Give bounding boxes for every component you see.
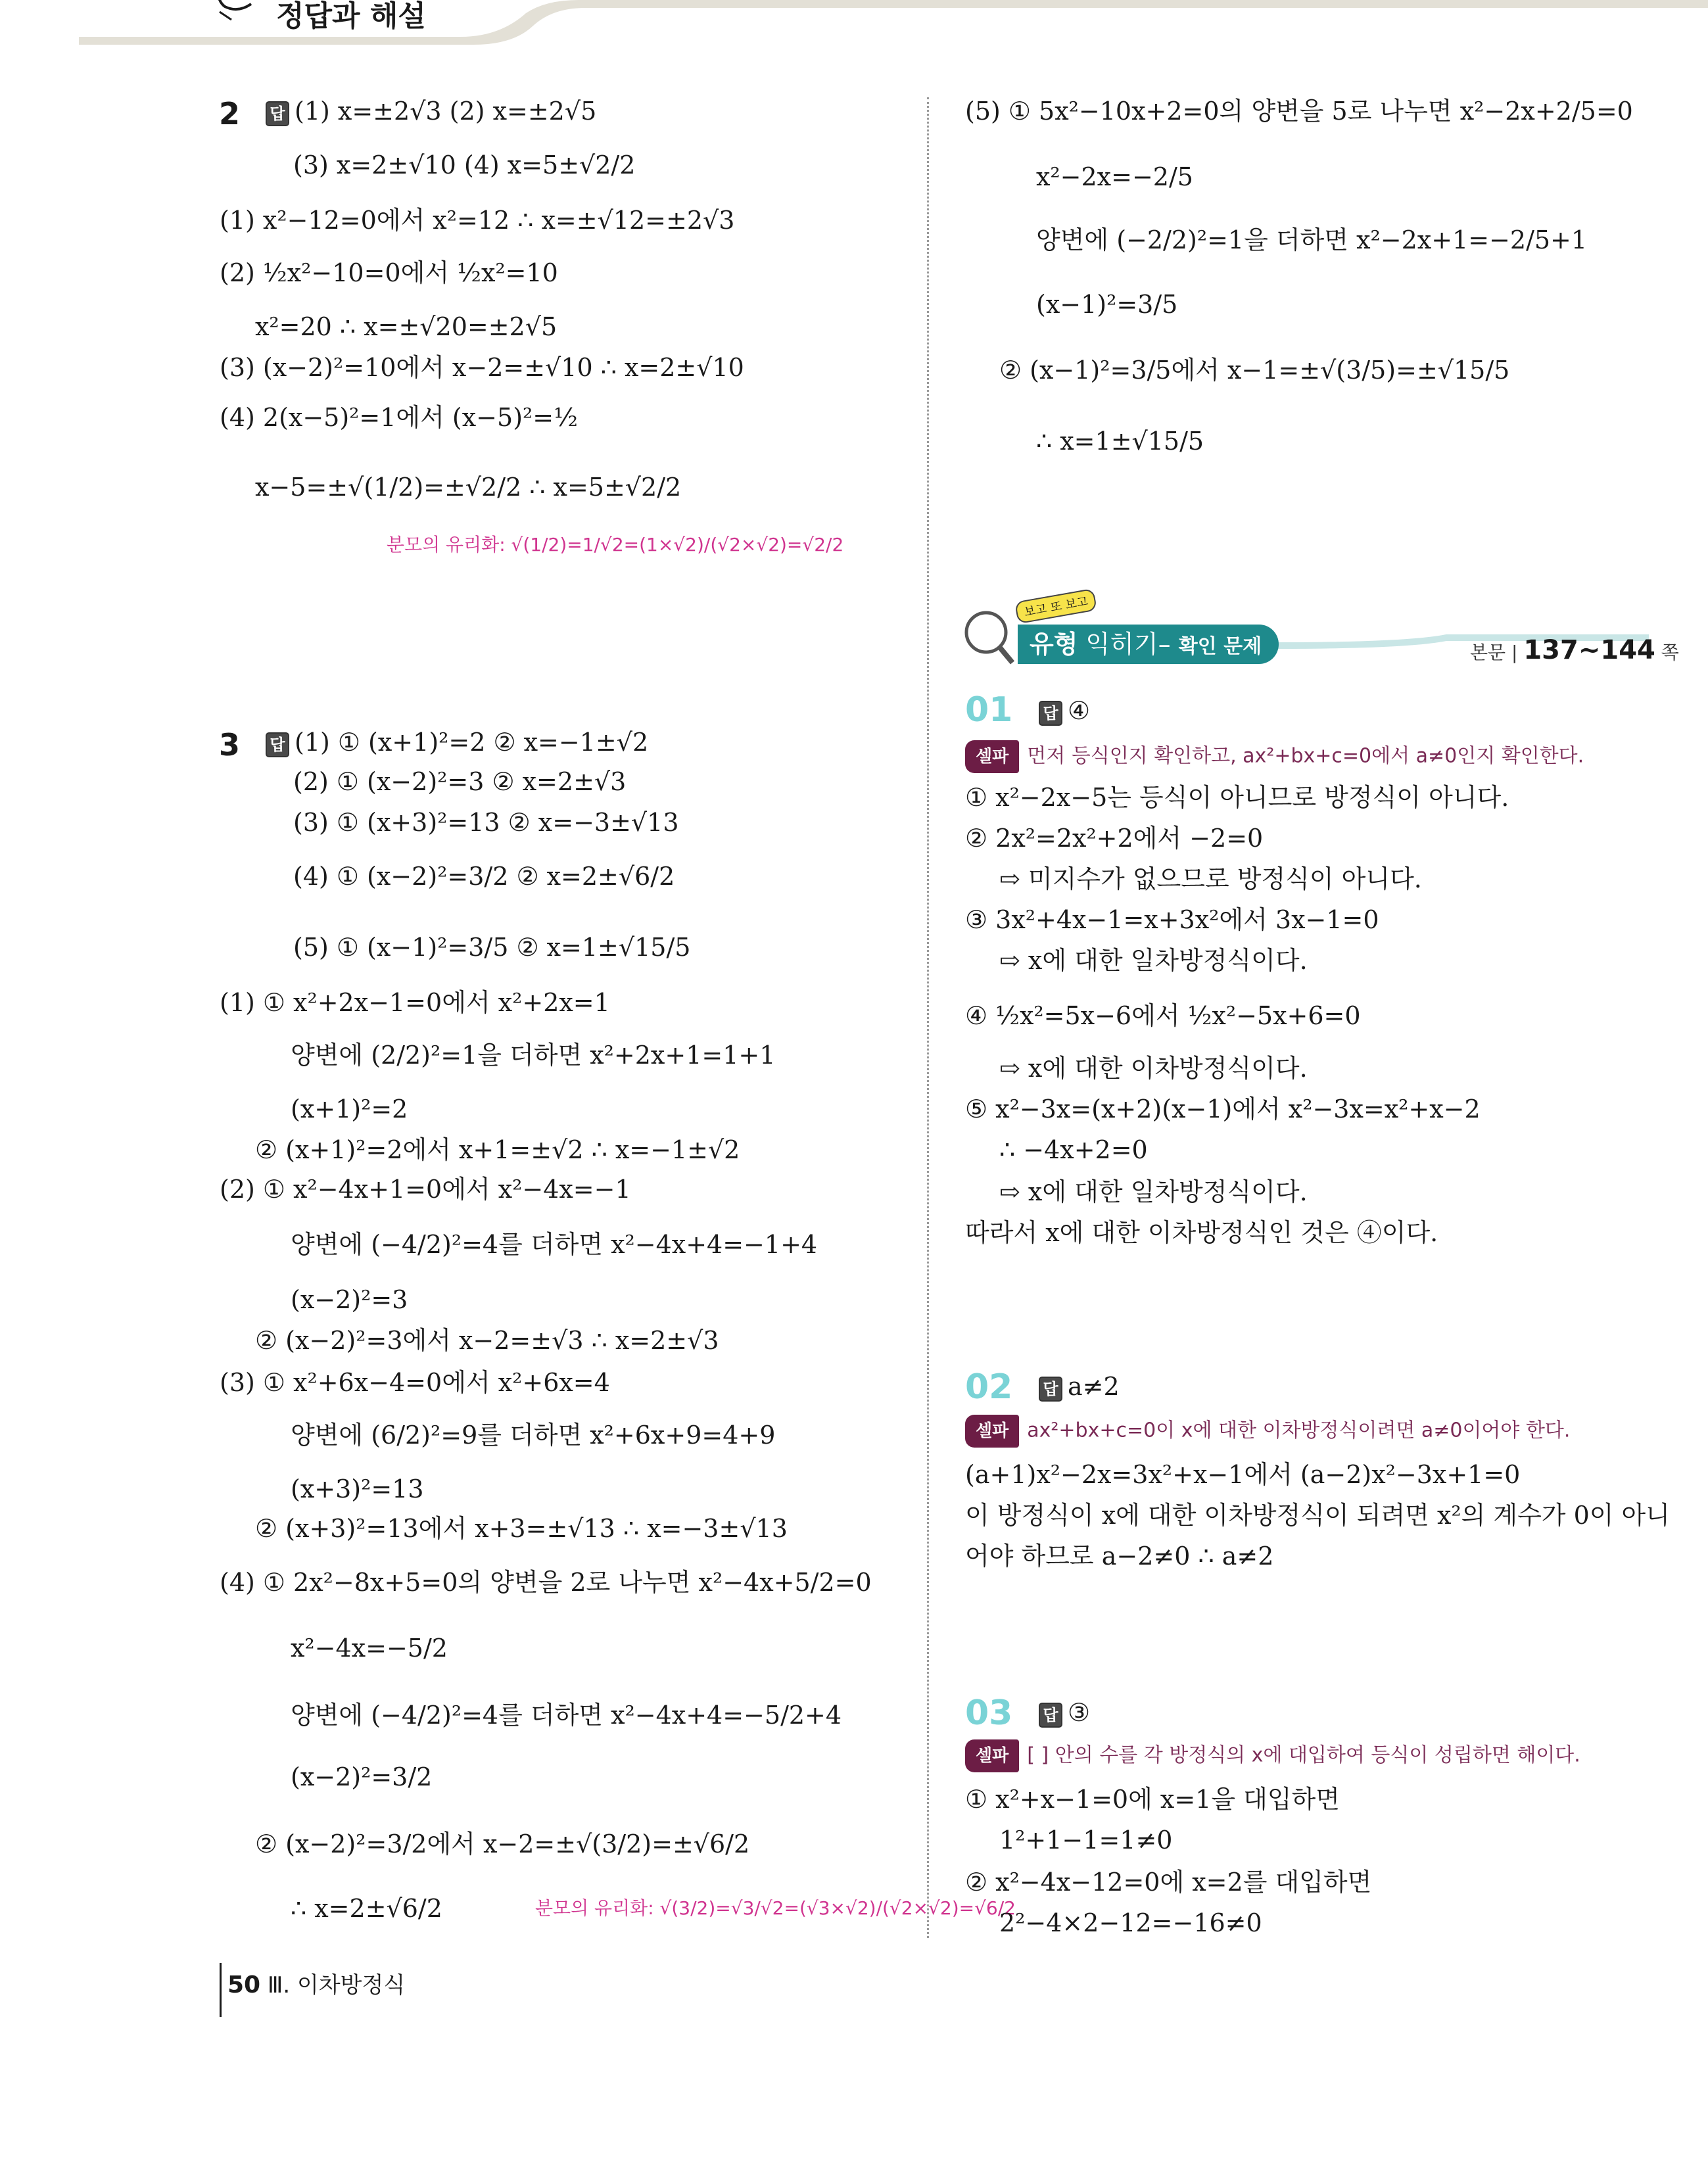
- solution-line: (x−2)²=3/2: [291, 1762, 433, 1791]
- conclusion-line: 따라서 x에 대한 이차방정식인 것은 ④이다.: [965, 1218, 1438, 1247]
- problem-number: 2: [219, 96, 241, 131]
- section-title: [1018, 625, 1279, 664]
- solution-line: ① x²+x−1=0에 x=1을 대입하면: [965, 1785, 1340, 1814]
- answer-badge: 답: [266, 732, 289, 757]
- solution-line: ② (x+1)²=2에서 x+1=±√2 ∴ x=−1±√2: [255, 1135, 740, 1164]
- solution-line: ② (x−1)²=3/5에서 x−1=±√(3/5)=±√15/5: [999, 356, 1510, 385]
- solution-line: ⑤ x²−3x=(x+2)(x−1)에서 x²−3x=x²+x−2: [965, 1095, 1481, 1123]
- solution-line: 이 방정식이 x에 대한 이차방정식이 되려면 x²의 계수가 0이 아니: [965, 1501, 1670, 1530]
- page-footer: [227, 1967, 405, 1999]
- solution-line: ③ 3x²+4x−1=x+3x²에서 3x−1=0: [965, 905, 1379, 934]
- answer-key-icon: [212, 0, 259, 21]
- solution-line: 2²−4×2−12=−16≠0: [999, 1908, 1262, 1937]
- tip-line: [965, 1738, 1580, 1772]
- solution-line: (x−2)²=3: [291, 1285, 408, 1314]
- question-number: 02: [965, 1367, 1013, 1407]
- rationalize-note: 분모의 유리화: √(1/2)=1/√2=(1×√2)/(√2×√2)=√2/2: [387, 534, 844, 555]
- solution-line: ② (x+3)²=13에서 x+3=±√13 ∴ x=−3±√13: [255, 1514, 788, 1543]
- solution-line: ② (x−2)²=3에서 x−2=±√3 ∴ x=2±√3: [255, 1326, 719, 1355]
- tip-line: [965, 1413, 1570, 1448]
- answer-line: (3) x=2±√10 (4) x=5±√2/2: [293, 151, 636, 179]
- problem-number: 3: [219, 727, 241, 763]
- solution-line: (1) ① x²+2x−1=0에서 x²+2x=1: [220, 988, 610, 1017]
- solution-line: 양변에 (−4/2)²=4를 더하면 x²−4x+4=−1+4: [291, 1230, 818, 1259]
- section-tag: 보고 또 보고: [1014, 588, 1097, 625]
- solution-line: ∴ x=2±√6/2: [291, 1894, 442, 1923]
- section-title-tail: 확인 문제: [1178, 635, 1262, 658]
- solution-line: (1) x²−12=0에서 x²=12 ∴ x=±√12=±2√3: [220, 206, 735, 235]
- solution-line: ⇨ x에 대한 일차방정식이다.: [999, 1177, 1308, 1206]
- answer-line: [1039, 696, 1090, 726]
- solution-line: (3) ① x²+6x−4=0에서 x²+6x=4: [220, 1368, 610, 1397]
- answer-line: [266, 727, 648, 757]
- solution-line: (x+1)²=2: [291, 1095, 408, 1123]
- solution-line: 양변에 (−2/2)²=1을 더하면 x²−2x+1=−2/5+1: [1036, 225, 1588, 254]
- answer-text: ④: [1068, 696, 1091, 725]
- tip-text: 먼저 등식인지 확인하고, ax²+bx+c=0에서 a≠0인지 확인한다.: [1027, 744, 1584, 768]
- answer-badge: 답: [266, 101, 289, 126]
- tip-badge: 셀파: [965, 740, 1019, 773]
- answer-badge: 답: [1039, 1377, 1062, 1402]
- tip-badge: 셀파: [965, 1415, 1019, 1448]
- ref-unit: 쪽: [1655, 642, 1679, 663]
- section-page-ref: [1470, 635, 1679, 665]
- solution-line: 양변에 (2/2)²=1을 더하면 x²+2x+1=1+1: [291, 1041, 776, 1070]
- ref-label: 본문 |: [1470, 642, 1524, 663]
- answer-line: (5) ① (x−1)²=3/5 ② x=1±√15/5: [293, 933, 691, 962]
- solution-line: x²−4x=−5/2: [291, 1634, 448, 1663]
- solution-line: ⇨ x에 대한 일차방정식이다.: [999, 946, 1308, 975]
- chapter-title: Ⅲ. 이차방정식: [267, 1972, 406, 1998]
- rationalize-note: 분모의 유리화: √(3/2)=√3/√2=(√3×√2)/(√2×√2)=√6/2: [535, 1897, 1016, 1919]
- tip-badge: 셀파: [965, 1739, 1019, 1772]
- answer-text: ③: [1068, 1698, 1091, 1727]
- section-title-bold: 유형: [1030, 630, 1078, 659]
- solution-line: (a+1)x²−2x=3x²+x−1에서 (a−2)x²−3x+1=0: [965, 1460, 1521, 1489]
- solution-line: 양변에 (−4/2)²=4를 더하면 x²−4x+4=−5/2+4: [291, 1701, 842, 1730]
- solution-line: 어야 하므로 a−2≠0 ∴ a≠2: [965, 1542, 1274, 1571]
- solution-line: x−5=±√(1/2)=±√2/2 ∴ x=5±√2/2: [255, 473, 682, 502]
- solution-line: ∴ x=1±√15/5: [1036, 427, 1204, 456]
- solution-line: ④ ½x²=5x−6에서 ½x²−5x+6=0: [965, 1001, 1361, 1030]
- solution-line: (2) ① x²−4x+1=0에서 x²−4x=−1: [220, 1175, 631, 1204]
- section-title-rest: 익히기–: [1078, 630, 1179, 659]
- solution-line: ② (x−2)²=3/2에서 x−2=±√(3/2)=±√6/2: [255, 1830, 750, 1858]
- solution-line: (5) ① 5x²−10x+2=0의 양변을 5로 나누면 x²−2x+2/5=0: [965, 97, 1633, 126]
- answer-badge: 답: [1039, 1703, 1062, 1728]
- tip-text: [ ] 안의 수를 각 방정식의 x에 대입하여 등식이 성립하면 해이다.: [1027, 1743, 1580, 1767]
- solution-line: ⇨ 미지수가 없으므로 방정식이 아니다.: [999, 864, 1422, 893]
- answer-text: a≠2: [1068, 1372, 1120, 1401]
- page-header-title: 정답과 해설: [276, 0, 426, 33]
- solution-line: ① x²−2x−5는 등식이 아니므로 방정식이 아니다.: [965, 783, 1509, 812]
- solution-line: (3) (x−2)²=10에서 x−2=±√10 ∴ x=2±√10: [220, 353, 744, 382]
- answer-text: (1) x=±2√3 (2) x=±2√5: [295, 97, 597, 126]
- solution-line: (x+3)²=13: [291, 1475, 424, 1503]
- solution-line: 양변에 (6/2)²=9를 더하면 x²+6x+9=4+9: [291, 1421, 776, 1450]
- solution-line: ∴ −4x+2=0: [999, 1135, 1148, 1164]
- tip-text: ax²+bx+c=0이 x에 대한 이차방정식이려면 a≠0이어야 한다.: [1027, 1419, 1571, 1442]
- solution-line: ② x²−4x−12=0에 x=2를 대입하면: [965, 1868, 1372, 1897]
- ref-pages: 137~144: [1523, 635, 1655, 665]
- footer-bar: [220, 1963, 222, 2017]
- solution-line: x²−2x=−2/5: [1036, 162, 1193, 191]
- solution-line: ⇨ x에 대한 이차방정식이다.: [999, 1054, 1308, 1083]
- answer-line: [266, 96, 596, 126]
- question-number: 01: [965, 690, 1013, 730]
- solution-line: (2) ½x²−10=0에서 ½x²=10: [220, 258, 558, 287]
- question-number: 03: [965, 1693, 1013, 1733]
- solution-line: 1²+1−1=1≠0: [999, 1826, 1173, 1855]
- answer-line: (4) ① (x−2)²=3/2 ② x=2±√6/2: [293, 862, 675, 891]
- answer-line: [1039, 1371, 1120, 1402]
- solution-line: x²=20 ∴ x=±√20=±2√5: [255, 312, 557, 341]
- answer-line: [1039, 1697, 1090, 1728]
- solution-line: (4) ① 2x²−8x+5=0의 양변을 2로 나누면 x²−4x+5/2=0: [220, 1568, 872, 1597]
- answer-text: (1) ① (x+1)²=2 ② x=−1±√2: [295, 728, 649, 757]
- solution-line: (4) 2(x−5)²=1에서 (x−5)²=½: [220, 403, 578, 432]
- solution-line: (x−1)²=3/5: [1036, 290, 1178, 319]
- answer-line: (3) ① (x+3)²=13 ② x=−3±√13: [293, 808, 679, 837]
- answer-badge: 답: [1039, 701, 1062, 726]
- tip-line: [965, 739, 1584, 773]
- page-number: 50: [227, 1972, 261, 1998]
- column-divider: [927, 97, 929, 1938]
- answer-line: (2) ① (x−2)²=3 ② x=2±√3: [293, 767, 627, 796]
- solution-line: ② 2x²=2x²+2에서 −2=0: [965, 824, 1264, 853]
